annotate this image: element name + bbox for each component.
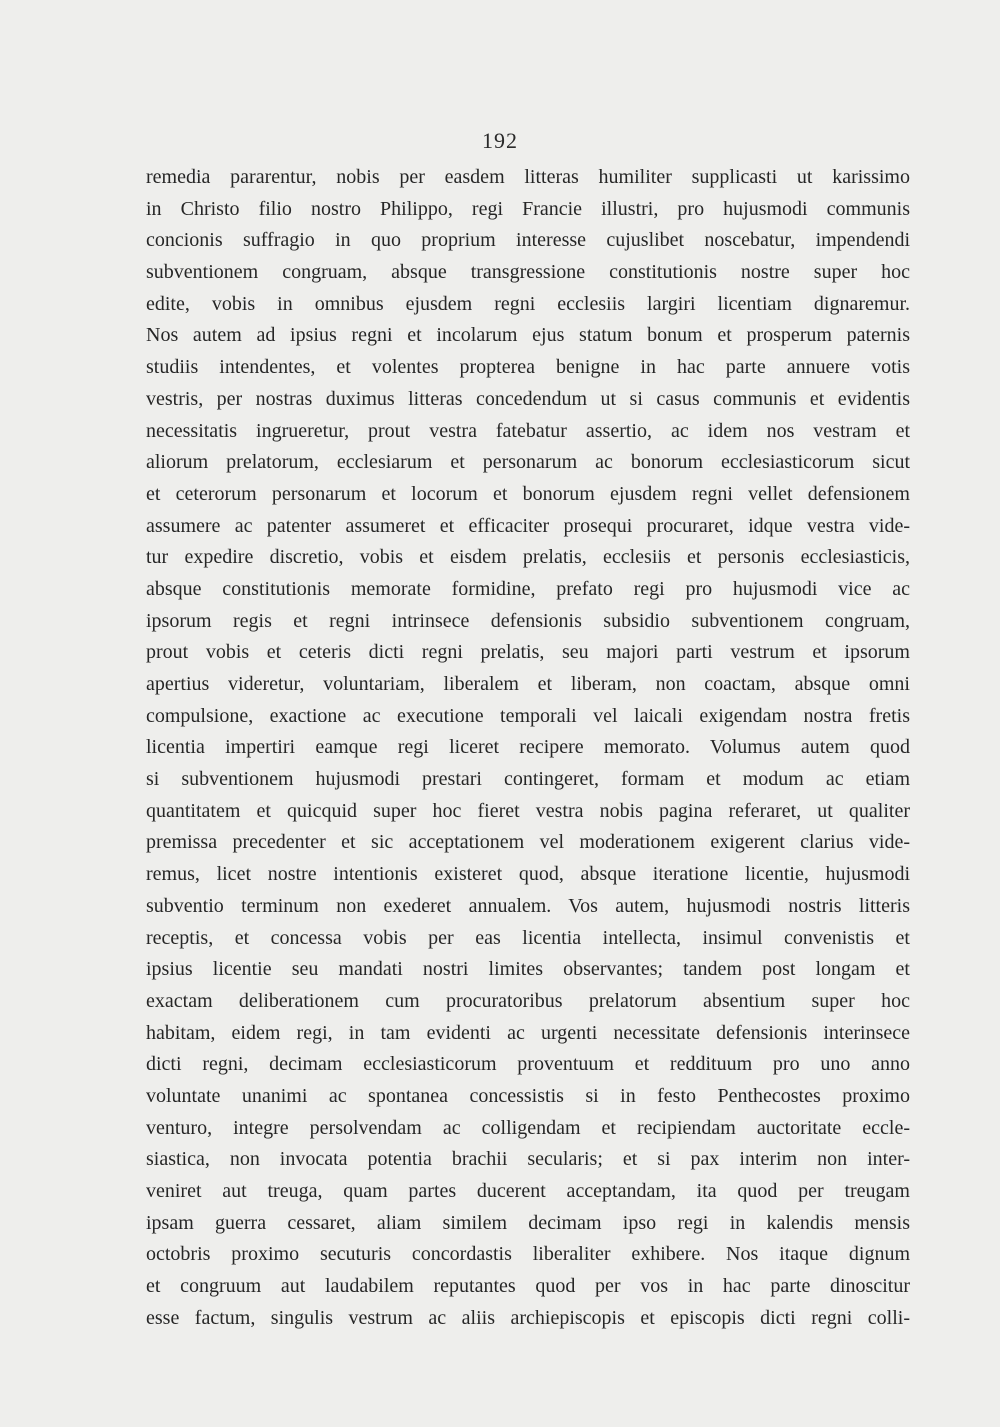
- text-line: ipsam guerra cessaret, aliam similem decimam ipso regi in kalendis mensis: [146, 1211, 910, 1234]
- text-line: et congruum aut laudabilem reputantes quod per vos in hac parte dinoscitur: [146, 1275, 910, 1298]
- text-line: edite, vobis in omnibus ejusdem regni ecclesiis largiri licentiam dignaremur.: [146, 292, 910, 315]
- text-line: prout vobis et ceteris dicti regni prelatis, seu majori parti vestrum et ipsorum: [146, 641, 910, 664]
- text-line: habitam, eidem regi, in tam evidenti ac urgenti necessitate defensionis interinsece: [146, 1021, 910, 1044]
- text-line: absque constitutionis memorate formidine, prefato regi pro hujusmodi vice ac: [146, 577, 910, 600]
- text-line: remedia pararentur, nobis per easdem litteras humiliter supplicasti ut karissimo: [146, 166, 910, 188]
- text-line: siastica, non invocata potentia brachii secularis; et si pax interim non inter-: [146, 1148, 910, 1171]
- text-line: studiis intendentes, et volentes propterea benigne in hac parte annuere votis: [146, 356, 910, 379]
- page-number: 192: [482, 128, 518, 153]
- text-line: vestris, per nostras duximus litteras concedendum ut si casus communis et evidentis: [146, 387, 910, 410]
- text-line: aliorum prelatorum, ecclesiarum et personarum ac bonorum ecclesiasticorum sicut: [146, 451, 910, 474]
- text-line: receptis, et concessa vobis per eas licentia intellecta, insimul convenistis et: [146, 926, 910, 949]
- text-line: ipsorum regis et regni intrinsece defensionis subsidio subventionem congruam,: [146, 609, 910, 632]
- text-line: esse factum, singulis vestrum ac aliis archiepiscopis et episcopis dicti regni colli-: [146, 1306, 910, 1329]
- text-line: subventionem congruam, absque transgressione constitutionis nostre super hoc: [146, 261, 910, 284]
- text-line: in Christo filio nostro Philippo, regi Francie illustri, pro hujusmodi communis: [146, 197, 910, 220]
- body-text: [146, 162, 910, 1334]
- text-line: si subventionem hujusmodi prestari contingeret, formam et modum ac etiam: [146, 768, 910, 791]
- text-line: premissa precedenter et sic acceptationem vel moderationem exigerent clarius vide-: [146, 831, 910, 854]
- text-line: assumere ac patenter assumeret et efficaciter prosequi procuraret, idque vestra vide-: [146, 514, 910, 537]
- text-line: remus, licet nostre intentionis existeret quod, absque iteratione licentie, hujusmodi: [146, 863, 910, 886]
- text-line: apertius videretur, voluntariam, liberalem et liberam, non coactam, absque omni: [146, 673, 910, 695]
- text-line: voluntate unanimi ac spontanea concessistis si in festo Penthecostes proximo: [146, 1084, 910, 1107]
- text-line: ipsius licentie seu mandati nostri limites observantes; tandem post longam et: [146, 958, 910, 981]
- text-line: dicti regni, decimam ecclesiasticorum proventuum et reddituum pro uno anno: [146, 1053, 910, 1076]
- text-line: quantitatem et quicquid super hoc fieret vestra nobis pagina referaret, ut qualiter: [146, 799, 910, 822]
- text-line: necessitatis ingrueretur, prout vestra fatebatur assertio, ac idem nos vestram et: [146, 419, 910, 442]
- text-line: veniret aut treuga, quam partes ducerent acceptandam, ita quod per treugam: [146, 1180, 910, 1202]
- text-line: Nos autem ad ipsius regni et incolarum ejus statum bonum et prosperum paternis: [146, 324, 910, 347]
- text-line: et ceterorum personarum et locorum et bonorum ejusdem regni vellet defensionem: [146, 482, 910, 505]
- text-line: tur expedire discretio, vobis et eisdem prelatis, ecclesiis et personis ecclesiasticis,: [146, 546, 910, 569]
- text-line: venturo, integre persolvendam ac colligendam et recipiendam auctoritate eccle-: [146, 1116, 910, 1139]
- text-line: octobris proximo secuturis concordastis liberaliter exhibere. Nos itaque dignum: [146, 1243, 910, 1266]
- text-line: subventio terminum non exederet annualem. Vos autem, hujusmodi nostris litteris: [146, 894, 910, 917]
- text-line: compulsione, exactione ac executione temporali vel laicali exigendam nostra fretis: [146, 704, 910, 727]
- text-line: exactam deliberationem cum procuratoribus prelatorum absentium super hoc: [146, 989, 910, 1012]
- text-line: concionis suffragio in quo proprium interesse cujuslibet noscebatur, impendendi: [146, 229, 910, 252]
- text-line: licentia impertiri eamque regi liceret recipere memorato. Volumus autem quod: [146, 736, 910, 759]
